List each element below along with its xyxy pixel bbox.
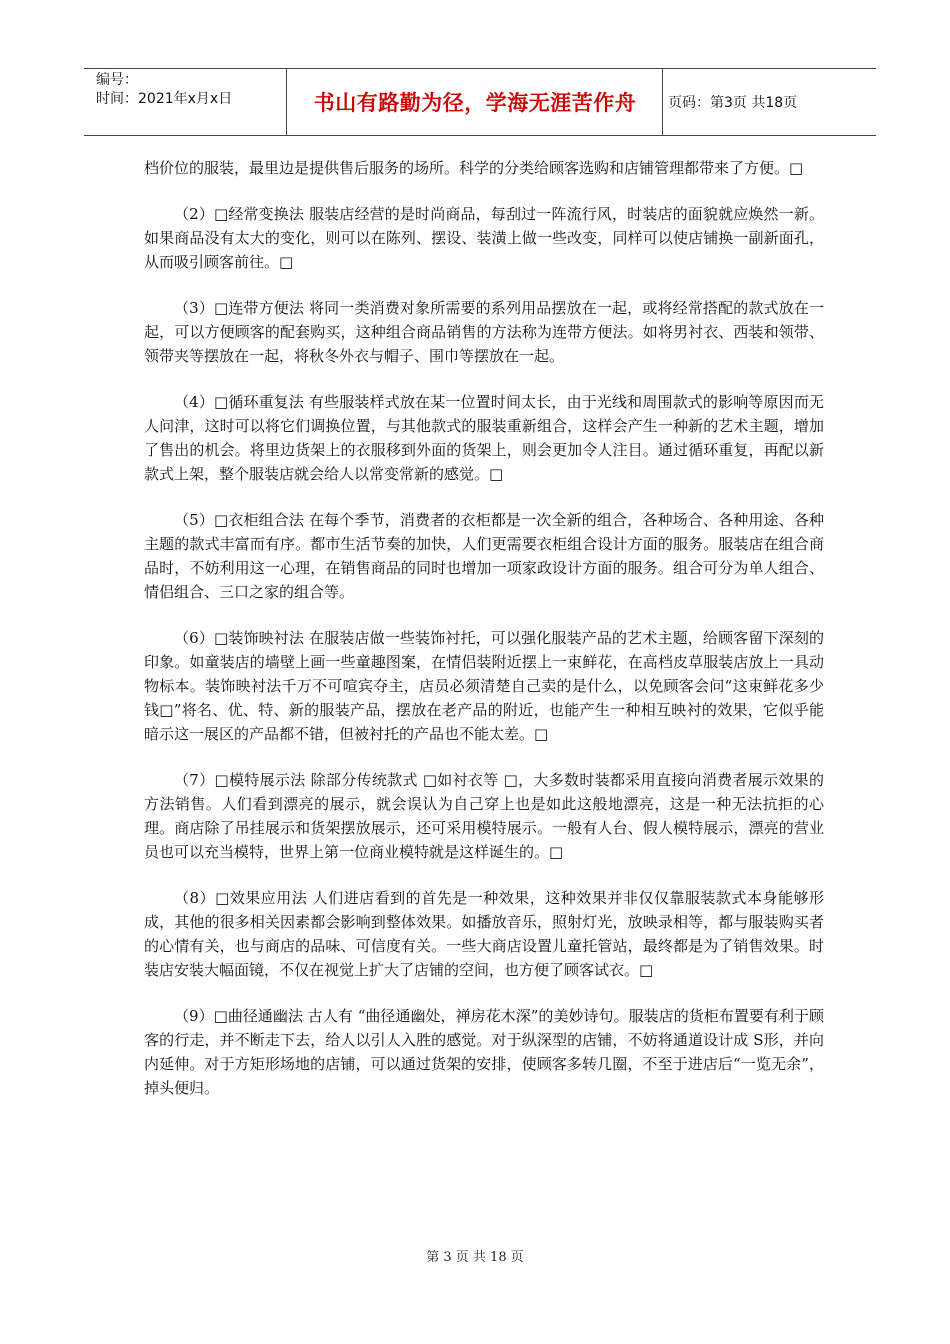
document-number-label: 编号： [96,72,138,88]
header-divider-left [286,69,287,135]
body-paragraph-2: （2）□经常变换法 服装店经营的是时尚商品，每刮过一阵流行风，时装店的面貌就应焕然一新。如果商品没有太大的变化，则可以在陈列、摆设、装潢上做一些改变，同样可以使店铺换一副新面孔，从而吸引顾客前往。□ [144,205,824,271]
body-paragraph-7: （7）□模特展示法 除部分传统款式 □如衬衣等 □，大多数时装都采用直接向消费者展示效果的方法销售。人们看到漂亮的展示，就会误认为自己穿上也是如此这般地漂亮，这是一种无法抗拒的心理。商店除了吊挂展示和货架摆放展示，还可采用模特展示。一般有人台、假人模特展示，漂亮的营业员也可以充当模特，世界上第一位商业模特就是这样诞生的。□ [144,771,824,861]
body-paragraph-3: （3）□连带方便法 将同一类消费对象所需要的系列用品摆放在一起，或将经常搭配的款式放在一起，可以方便顾客的配套购买，这种组合商品销售的方法称为连带方便法。如将男衬衣、西装和领带、领带夹等摆放在一起，将秋冬外衣与帽子、围巾等摆放在一起。 [144,299,824,365]
page-footer: 第 3 页 共 18 页 [426,1250,524,1265]
body-paragraph-6: （6）□装饰映衬法 在服装店做一些装饰衬托，可以强化服装产品的艺术主题，给顾客留下深刻的印象。如童装店的墙壁上画一些童趣图案，在情侣装附近摆上一束鲜花，在高档皮草服装店放上一具动物标本。装饰映衬法千万不可喧宾夺主，店员必须清楚自己卖的是什么，以免顾客会问“这束鲜花多少钱□”将名、优、特、新的服装产品，摆放在老产品的附近，也能产生一种相互映衬的效果，它似乎能暗示这一展区的产品都不错，但被衬托的产品也不能太差。□ [144,629,824,743]
body-paragraph-8: （8）□效果应用法 人们进店看到的首先是一种效果，这种效果并非仅仅靠服装款式本身能够形成，其他的很多相关因素都会影响到整体效果。如播放音乐，照射灯光，放映录相等，都与服装购买者的心情有关，也与商店的品味、可信度有关。一些大商店设置儿童托管站，最终都是为了销售效果。时装店安装大幅面镜，不仅在视觉上扩大了店铺的空间，也方便了顾客试衣。□ [144,889,824,979]
body-paragraph-9: （9）□曲径通幽法 古人有 “曲径通幽处，禅房花木深”的美妙诗句。服装店的货柜布置要有利于顾客的行走，并不断走下去，给人以引人入胜的感觉。对于纵深型的店铺，不妨将通道设计成 S形，并向内延伸。对于方矩形场地的店铺，可以通过货架的安排，使顾客多转几圈，不至于进店后“一览无余”，掉头便归。 [144,1007,824,1097]
body-paragraph-5: （5）□衣柜组合法 在每个季节，消费者的衣柜都是一次全新的组合，各种场合、各种用途、各种主题的款式丰富而有序。都市生活节奏的加快，人们更需要衣柜组合设计方面的服务。服装店在组合商品时，不妨利用这一心理，在销售商品的同时也增加一项家政设计方面的服务。组合可分为单人组合、情侣组合、三口之家的组合等。 [144,511,824,601]
document-body [144,156,824,1122]
header-page-info: 页码：第3页 共18页 [668,95,798,111]
header-divider-right [662,69,663,135]
body-paragraph-4: （4）□循环重复法 有些服装样式放在某一位置时间太长，由于光线和周围款式的影响等原因而无人问津，这时可以将它们调换位置，与其他款式的服装重新组合，这样会产生一种新的艺术主题，增加了售出的机会。将里边货架上的衣服移到外面的货架上，则会更加令人注目。通过循环重复，再配以新款式上架，整个服装店就会给人以常变常新的感觉。□ [144,393,824,483]
document-time-label: 时间：2021年x月x日 [96,91,233,107]
body-paragraph-continuation: 档价位的服装，最里边是提供售后服务的场所。科学的分类给顾客选购和店铺管理都带来了方便。□ [144,159,804,177]
header-meta [96,71,286,109]
header-motto: 书山有路勤为径，学海无涯苦作舟 [313,91,637,115]
page-header [84,68,876,136]
